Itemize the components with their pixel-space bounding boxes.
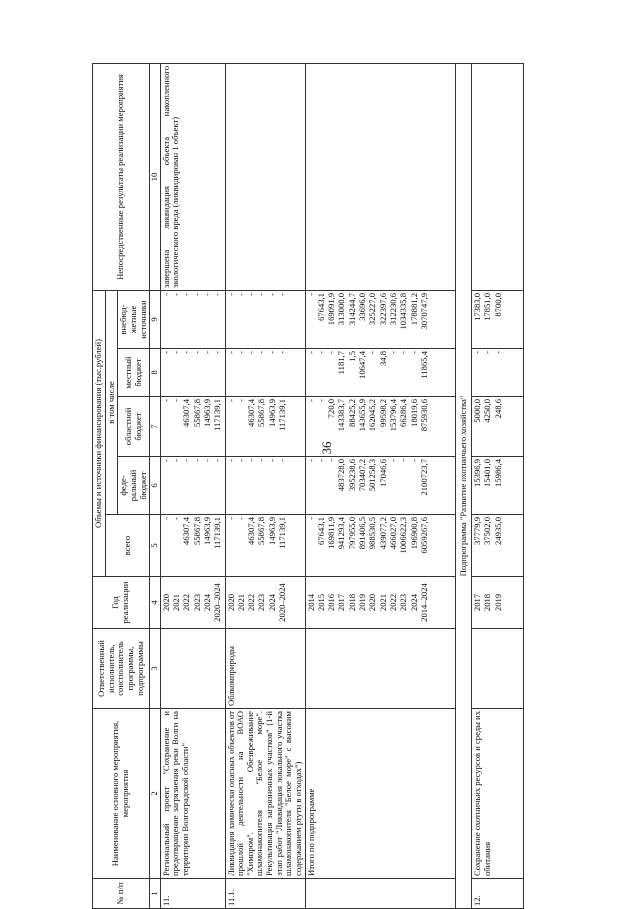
page-number: 36 <box>319 441 334 455</box>
row-local-value: 1181,7 <box>336 351 347 375</box>
row-responsible <box>305 629 455 709</box>
row-federal-value: 17046,6 <box>377 459 388 487</box>
row-extrabudget-value: 322397,6 <box>377 292 388 326</box>
row-years-value: 2022 <box>181 593 192 612</box>
row-total-value: 14963,9 <box>266 517 277 545</box>
row-name: Ликвидация химически опасных объектов от прошлой деятельности на ВОАО "Химпром". Обезвреживание шламонакопителя "Белое море". Рекультивация загрязненных участков" (1-й этап работ "Ликвидация локального участка шламонакопителя "Белое море" с высоким содержанием ртути в отходах") <box>225 709 305 879</box>
header-responsible: Ответственный исполнитель, соисполнитель программы, подпрограммы <box>93 629 150 709</box>
row-regional-value: 143383,7 <box>336 399 347 432</box>
row-total-value: - <box>235 517 246 520</box>
row-local <box>225 349 305 397</box>
row-federal <box>472 457 524 515</box>
row-federal-value: - <box>256 459 267 462</box>
row-local-value: - <box>160 351 171 354</box>
row-total-value: 169811,9 <box>326 517 337 549</box>
row-years-value: 2020–2024 <box>212 583 223 622</box>
row-number: 12. <box>472 879 524 909</box>
row-total-value: 891406,5 <box>357 517 368 550</box>
row-regional-value: - <box>305 399 316 402</box>
row-name: Итого по подпрограмме <box>305 709 455 879</box>
row-extrabudget-value: 312230,6 <box>387 292 398 326</box>
row-extrabudget-value: 8700,0 <box>492 292 503 317</box>
colnum: 6 <box>150 457 161 515</box>
row-regional-value: 153796,4 <box>387 399 398 432</box>
row-years-value: 2015 <box>315 593 326 612</box>
row-regional-value: 143655,9 <box>357 399 368 432</box>
row-years-value: 2024 <box>266 593 277 612</box>
row-extrabudget-value: - <box>160 292 171 296</box>
row-local-value: 11865,4 <box>418 351 429 379</box>
row-local-value: - <box>305 351 316 354</box>
row-total <box>225 515 305 577</box>
row-regional <box>305 397 455 457</box>
colnum: 2 <box>150 709 161 879</box>
row-extrabudget-value: 67643,1 <box>315 292 326 321</box>
row-federal-value: - <box>181 459 192 462</box>
header-total: всего <box>105 515 150 577</box>
row-federal-value: - <box>171 459 182 462</box>
row-total-value: 67643,1 <box>315 517 326 545</box>
row-regional-value: 55867,8 <box>191 399 202 427</box>
colnum: 9 <box>150 290 161 348</box>
row-total-value: 55867,8 <box>191 517 202 545</box>
row-regional-value: - <box>235 399 246 402</box>
row-local-value: - <box>246 351 257 354</box>
row-extrabudget-value: - <box>225 292 236 296</box>
row-extrabudget-value: 1034335,8 <box>398 292 409 330</box>
row-regional-value: - <box>225 399 236 402</box>
row-years-value: 2014–2024 <box>418 583 429 622</box>
row-name: Региональный проект "Сохранение и предотвращение загрязнения реки Волги на территории Волгоградской области" <box>160 709 225 879</box>
row-regional-value: 162045,2 <box>367 399 378 432</box>
row-years-value: 2021 <box>377 593 388 612</box>
colnum: 8 <box>150 349 161 397</box>
row-local-value: - <box>277 351 288 354</box>
row-total-value: 46307,4 <box>181 517 192 545</box>
row-years-value: 2019 <box>492 593 503 612</box>
table-body <box>160 63 523 908</box>
row-total-value: 14963,9 <box>201 517 212 545</box>
row-local-value: - <box>235 351 246 354</box>
row-total-value: - <box>305 517 316 520</box>
row-federal-value: - <box>246 459 257 462</box>
colnum: 4 <box>150 577 161 629</box>
row-years-value: 2024 <box>408 593 419 612</box>
row-extrabudget-value: - <box>305 292 316 296</box>
row-years-value: 2023 <box>398 593 409 612</box>
row-total-value: 24935,0 <box>492 517 503 545</box>
row-local <box>305 349 455 397</box>
row-federal-value: - <box>225 459 236 462</box>
row-extrabudget-value: 17851,0 <box>482 292 493 321</box>
row-regional-value: - <box>160 399 171 402</box>
row-extrabudget-value: - <box>256 292 267 296</box>
row-local-value: - <box>398 351 409 354</box>
row-extrabudget <box>472 290 524 348</box>
row-extrabudget-value: - <box>201 292 212 296</box>
row-federal-value: 501258,3 <box>367 459 378 492</box>
row-years-value: 2016 <box>326 593 337 612</box>
row-years <box>472 577 524 629</box>
row-local-value: - <box>266 351 277 354</box>
row-federal-value: 395238,6 <box>346 459 357 492</box>
row-extrabudget <box>225 290 305 348</box>
row-regional-value: 5000,0 <box>472 399 483 423</box>
row-federal-value: - <box>191 459 202 462</box>
colnum: 7 <box>150 397 161 457</box>
row-years-value: 2021 <box>235 593 246 612</box>
row-federal <box>225 457 305 515</box>
row-years-value: 2019 <box>357 593 368 612</box>
row-local-value: - <box>408 351 419 354</box>
row-local-value: 1,5 <box>346 351 357 362</box>
row-federal-value: 15396,9 <box>472 459 483 487</box>
row-extrabudget-value: - <box>181 292 192 296</box>
row-extrabudget-value: - <box>191 292 202 296</box>
row-extrabudget-value: 169091,9 <box>326 292 337 326</box>
row-total-value: 37779,9 <box>472 517 483 545</box>
row-total-value: 117139,1 <box>212 517 223 549</box>
row-local-value: - <box>171 351 182 354</box>
row-regional <box>160 397 225 457</box>
row-total-value: 988530,5 <box>367 517 378 550</box>
row-total-value: 196900,8 <box>408 517 419 550</box>
row-federal-value: - <box>326 459 337 462</box>
header-year: Год реализации <box>93 577 150 629</box>
row-extrabudget-value: - <box>266 292 277 296</box>
row-number: 11. <box>160 879 225 909</box>
row-number <box>305 879 455 909</box>
row-result <box>305 63 455 290</box>
row-regional-value: 88425,2 <box>346 399 357 427</box>
row-local-value: - <box>492 351 503 354</box>
row-result <box>225 63 305 290</box>
row-local-value: - <box>191 351 202 354</box>
header-name: Наименование основного мероприятия, мероприятия <box>93 709 150 879</box>
row-regional <box>472 397 524 457</box>
row-extrabudget-value: - <box>235 292 246 296</box>
row-total-value: 466027,0 <box>387 517 398 550</box>
row-federal-value: - <box>235 459 246 462</box>
row-extrabudget-value: 17383,0 <box>472 292 483 321</box>
row-regional-value: - <box>315 399 326 402</box>
row-regional-value: 14963,9 <box>201 399 212 427</box>
row-federal-value: - <box>277 459 288 462</box>
row-name: Сохранение охотничьих ресурсов и среды их обитания <box>472 709 524 879</box>
row-extrabudget-value: - <box>277 292 288 296</box>
header-extrabudget: внебюд- жетные источники <box>118 290 150 348</box>
row-extrabudget-value: 314244,7 <box>346 292 357 326</box>
row-regional-value: 720,0 <box>326 399 337 419</box>
row-years-value: 2022 <box>387 593 398 612</box>
row-total-value: 6059267,6 <box>418 517 429 554</box>
row-federal-value: - <box>212 459 223 462</box>
row-regional-value: 117139,1 <box>212 399 223 431</box>
row-extrabudget-value: 178881,2 <box>408 292 419 326</box>
header-funding: Объемы и источники финансирования (тыс.рублей) <box>93 290 106 576</box>
row-local <box>160 349 225 397</box>
row-years-value: 2023 <box>256 593 267 612</box>
row-years-value: 2020 <box>367 593 378 612</box>
row-total <box>472 515 524 577</box>
row-total <box>305 515 455 577</box>
row-regional-value: 18019,6 <box>408 399 419 427</box>
funding-table <box>92 63 524 909</box>
row-result: завершена ликвидация объекта накопленного экологического вреда (ликвидирован 1 объект) <box>160 63 225 290</box>
row-regional-value: 55867,8 <box>256 399 267 427</box>
row-federal-value: - <box>315 459 326 462</box>
row-federal-value: - <box>305 459 316 462</box>
row-extrabudget-value: - <box>246 292 257 296</box>
row-federal-value: - <box>408 459 419 462</box>
row-total-value: 46307,4 <box>246 517 257 545</box>
row-federal-value: 15401,0 <box>482 459 493 487</box>
row-responsible: Облкомприроды <box>225 629 305 709</box>
header-result: Непосредственные результаты реализации мероприятия <box>93 63 150 290</box>
subprogram-title: Подпрограмма "Развитие охотничьего хозяйства" <box>455 63 472 908</box>
row-local-value: - <box>367 351 378 354</box>
row-federal-value: 483728,0 <box>336 459 347 492</box>
table-row <box>472 63 524 908</box>
row-years <box>160 577 225 629</box>
row-local <box>472 349 524 397</box>
row-total <box>160 515 225 577</box>
row-extrabudget-value: 3070747,9 <box>418 292 429 330</box>
row-total-value: 55867,8 <box>256 517 267 545</box>
colnum: 3 <box>150 629 161 709</box>
row-local-value: - <box>201 351 212 354</box>
row-years-value: 2017 <box>472 593 483 612</box>
colnum: 10 <box>150 63 161 290</box>
row-federal <box>305 457 455 515</box>
row-responsible <box>160 629 225 709</box>
column-numbers-row <box>150 63 161 908</box>
row-federal-value: 703407,2 <box>357 459 368 492</box>
row-local-value: - <box>256 351 267 354</box>
table-row <box>305 63 455 908</box>
row-years-value: 2020 <box>225 593 236 612</box>
row-local-value: - <box>315 351 326 354</box>
row-years-value: 2017 <box>336 593 347 612</box>
row-regional-value: 14963,9 <box>266 399 277 427</box>
row-total-value: 1006622,3 <box>398 517 409 554</box>
row-extrabudget <box>305 290 455 348</box>
row-responsible <box>472 629 524 709</box>
row-years-value: 2024 <box>201 593 212 612</box>
row-extrabudget-value: - <box>212 292 223 296</box>
colnum: 5 <box>150 515 161 577</box>
row-regional-value: 875930,6 <box>418 399 429 432</box>
row-years <box>225 577 305 629</box>
subprogram-row <box>455 63 472 908</box>
row-federal-value: 2100723,7 <box>418 459 429 496</box>
row-years-value: 2018 <box>346 593 357 612</box>
row-federal-value: - <box>160 459 171 462</box>
row-extrabudget-value: 325227,0 <box>367 292 378 326</box>
row-number: 11.1. <box>225 879 305 909</box>
row-local-value: 10647,4 <box>357 351 368 379</box>
row-local-value: - <box>387 351 398 354</box>
row-federal-value: - <box>387 459 398 462</box>
row-local-value: - <box>326 351 337 354</box>
header-including: в том числе <box>105 290 118 514</box>
row-regional-value: 46307,4 <box>181 399 192 427</box>
row-total-value: - <box>171 517 182 520</box>
row-years-value: 2021 <box>171 593 182 612</box>
header-local: местный бюджет <box>118 349 150 397</box>
row-regional-value: 99598,2 <box>377 399 388 427</box>
row-regional <box>225 397 305 457</box>
row-local-value: - <box>472 351 483 354</box>
header-regional: областной бюджет <box>118 397 150 457</box>
row-local-value: - <box>482 351 493 354</box>
row-years-value: 2014 <box>305 593 316 612</box>
row-local-value: - <box>225 351 236 354</box>
row-result <box>472 63 524 290</box>
row-years-value: 2023 <box>191 593 202 612</box>
row-years-value: 2020 <box>160 593 171 612</box>
row-total-value: 941293,4 <box>336 517 347 550</box>
row-extrabudget <box>160 290 225 348</box>
row-federal-value: - <box>201 459 212 462</box>
row-federal <box>160 457 225 515</box>
row-federal-value: - <box>266 459 277 462</box>
row-total-value: 439077,2 <box>377 517 388 550</box>
row-years-value: 2020–2024 <box>277 583 288 622</box>
row-federal-value: 15986,4 <box>492 459 503 487</box>
row-total-value: 117139,1 <box>277 517 288 549</box>
row-federal-value: - <box>398 459 409 462</box>
row-local-value: 34,8 <box>377 351 388 367</box>
row-local-value: - <box>212 351 223 354</box>
table-row <box>225 63 305 908</box>
row-years <box>305 577 455 629</box>
row-regional-value: 248,6 <box>492 399 503 419</box>
row-extrabudget-value: 313000,0 <box>336 292 347 326</box>
row-extrabudget-value: - <box>171 292 182 296</box>
row-regional-value: 117139,1 <box>277 399 288 431</box>
row-total-value: - <box>160 517 171 520</box>
row-regional-value: 46307,4 <box>246 399 257 427</box>
rotated-table-wrapper <box>92 64 640 909</box>
row-regional-value: 66286,4 <box>398 399 409 427</box>
row-years-value: 2018 <box>482 593 493 612</box>
row-years-value: 2022 <box>246 593 257 612</box>
row-local-value: - <box>181 351 192 354</box>
row-total-value: - <box>225 517 236 520</box>
table-row <box>160 63 225 908</box>
row-extrabudget-value: 33696,0 <box>357 292 368 321</box>
header-no: № п/п <box>93 879 150 909</box>
row-total-value: 37502,0 <box>482 517 493 545</box>
row-regional-value: 4250,0 <box>482 399 493 423</box>
row-regional-value: - <box>171 399 182 402</box>
colnum: 1 <box>150 879 161 909</box>
row-total-value: 797955,0 <box>346 517 357 550</box>
header-federal: феде- ральный бюджет <box>118 457 150 515</box>
